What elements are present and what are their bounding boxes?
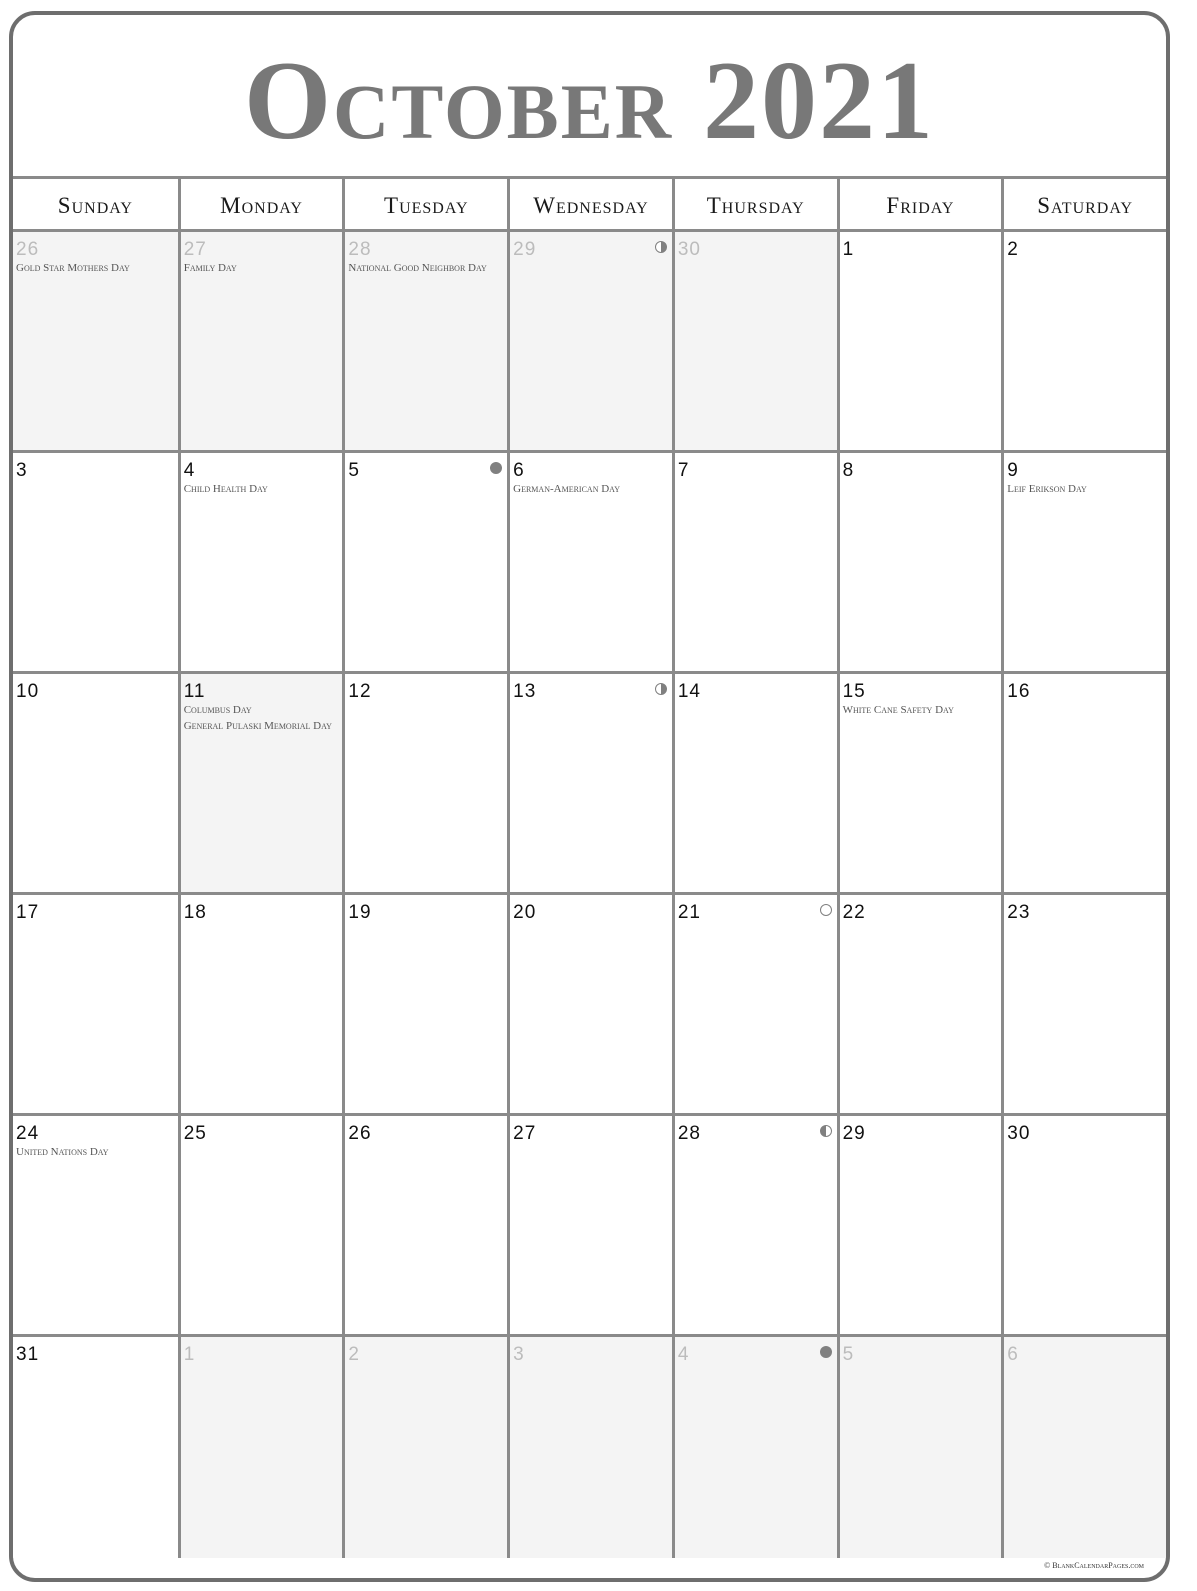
day-number: 26: [16, 239, 40, 260]
day-cell[interactable]: [837, 453, 1002, 674]
event-label: Columbus Day: [183, 704, 252, 716]
day-cell[interactable]: [837, 1116, 1002, 1337]
event-label: National Good Neighbor Day: [348, 262, 487, 274]
first-quarter-moon-icon: [655, 683, 667, 695]
day-number: 1: [842, 239, 855, 260]
day-cell[interactable]: [507, 453, 672, 674]
event-label: Family Day: [183, 262, 237, 274]
weekday-header-thursday: Thursday: [672, 179, 837, 229]
day-cell[interactable]: [1001, 1337, 1166, 1558]
event-label: Child Health Day: [183, 483, 268, 495]
day-cell[interactable]: [672, 1337, 837, 1558]
day-number: 28: [677, 1123, 701, 1144]
day-number: 29: [513, 239, 537, 260]
event-list: [513, 481, 669, 497]
day-number: 26: [348, 1123, 372, 1144]
event-label: United Nations Day: [16, 1146, 109, 1158]
first-quarter-moon-icon: [655, 241, 667, 253]
day-cell[interactable]: [837, 895, 1002, 1116]
weekday-header-friday: Friday: [837, 179, 1002, 229]
day-number: 3: [16, 460, 28, 481]
event-list: [1007, 481, 1163, 497]
day-cell[interactable]: [178, 674, 343, 895]
day-number: 14: [677, 681, 701, 702]
day-number: 19: [348, 902, 372, 923]
day-cell[interactable]: [672, 232, 837, 453]
calendar-frame: [9, 11, 1170, 1582]
day-number: 23: [1007, 902, 1031, 923]
day-cell[interactable]: [342, 895, 507, 1116]
day-cell[interactable]: [1001, 1116, 1166, 1337]
day-cell[interactable]: [837, 674, 1002, 895]
day-cell[interactable]: [13, 674, 178, 895]
event-label: General Pulaski Memorial Day: [183, 720, 332, 732]
day-number: 27: [513, 1123, 537, 1144]
weekday-header-wednesday: Wednesday: [507, 179, 672, 229]
day-cell[interactable]: [178, 1337, 343, 1558]
day-cell[interactable]: [672, 1116, 837, 1337]
day-number: 25: [183, 1123, 207, 1144]
day-number: 4: [183, 460, 196, 481]
title-area: [13, 15, 1166, 179]
day-cell[interactable]: [672, 453, 837, 674]
day-cell[interactable]: [507, 674, 672, 895]
day-number: 5: [348, 460, 360, 481]
event-list: [184, 481, 340, 497]
day-number: 8: [842, 460, 855, 481]
day-number: 6: [513, 460, 525, 481]
event-list: [16, 260, 175, 276]
day-cell[interactable]: [837, 232, 1002, 453]
event-list: [184, 260, 340, 276]
day-number: 9: [1007, 460, 1019, 481]
day-number: 31: [16, 1344, 40, 1365]
day-cell[interactable]: [178, 453, 343, 674]
day-number: 5: [842, 1344, 855, 1365]
calendar-grid: [13, 232, 1166, 1558]
day-number: 7: [677, 460, 690, 481]
day-number: 24: [16, 1123, 40, 1144]
day-number: 17: [16, 902, 40, 923]
day-number: 4: [677, 1344, 690, 1365]
day-cell[interactable]: [507, 1337, 672, 1558]
event-list: [843, 702, 999, 718]
full-moon-icon: [820, 904, 832, 916]
day-cell[interactable]: [13, 453, 178, 674]
day-number: 15: [842, 681, 866, 702]
day-number: 29: [842, 1123, 866, 1144]
day-number: 13: [513, 681, 537, 702]
weekday-header-row: [13, 179, 1166, 232]
day-cell[interactable]: [13, 1116, 178, 1337]
day-number: 6: [1007, 1344, 1019, 1365]
day-number: 3: [513, 1344, 525, 1365]
event-label: Gold Star Mothers Day: [16, 262, 130, 274]
day-cell[interactable]: [507, 895, 672, 1116]
event-label: Leif Erikson Day: [1007, 483, 1087, 495]
day-number: 11: [183, 681, 206, 702]
day-cell[interactable]: [1001, 232, 1166, 453]
day-cell[interactable]: [342, 674, 507, 895]
day-number: 18: [183, 902, 207, 923]
day-cell[interactable]: [507, 1116, 672, 1337]
day-number: 1: [183, 1344, 196, 1365]
day-cell[interactable]: [342, 1337, 507, 1558]
event-label: White Cane Safety Day: [842, 704, 954, 716]
day-cell[interactable]: [1001, 453, 1166, 674]
day-cell[interactable]: [178, 1116, 343, 1337]
day-number: 22: [842, 902, 866, 923]
day-number: 21: [677, 902, 701, 923]
day-number: 28: [348, 239, 372, 260]
day-number: 30: [1007, 1123, 1031, 1144]
day-number: 2: [348, 1344, 360, 1365]
day-cell[interactable]: [13, 1337, 178, 1558]
day-cell[interactable]: [13, 232, 178, 453]
weekday-header-monday: Monday: [178, 179, 343, 229]
day-number: 20: [513, 902, 537, 923]
day-number: 2: [1007, 239, 1019, 260]
day-cell[interactable]: [178, 232, 343, 453]
weekday-header-saturday: Saturday: [1001, 179, 1166, 229]
day-cell[interactable]: [178, 895, 343, 1116]
day-number: 10: [16, 681, 40, 702]
day-number: 16: [1007, 681, 1031, 702]
event-list: [16, 1144, 175, 1160]
copyright-footer: © BlankCalendarPages.com: [1044, 1561, 1144, 1570]
day-cell[interactable]: [342, 453, 507, 674]
calendar-title: October 2021: [243, 38, 936, 163]
day-cell[interactable]: [507, 232, 672, 453]
day-number: 30: [677, 239, 701, 260]
new-moon-icon: [820, 1346, 832, 1358]
event-list: [184, 702, 340, 734]
day-cell[interactable]: [672, 895, 837, 1116]
event-list: [348, 260, 504, 276]
weekday-header-sunday: Sunday: [57, 193, 133, 218]
day-number: 12: [348, 681, 372, 702]
last-quarter-moon-icon: [820, 1125, 832, 1137]
day-cell[interactable]: [13, 895, 178, 1116]
weekday-header-tuesday: Tuesday: [342, 179, 507, 229]
day-cell[interactable]: [1001, 895, 1166, 1116]
day-cell[interactable]: [342, 1116, 507, 1337]
event-label: German-American Day: [513, 483, 620, 495]
day-number: 27: [183, 239, 207, 260]
day-cell[interactable]: [672, 674, 837, 895]
day-cell[interactable]: [837, 1337, 1002, 1558]
day-cell[interactable]: [1001, 674, 1166, 895]
day-cell[interactable]: [342, 232, 507, 453]
